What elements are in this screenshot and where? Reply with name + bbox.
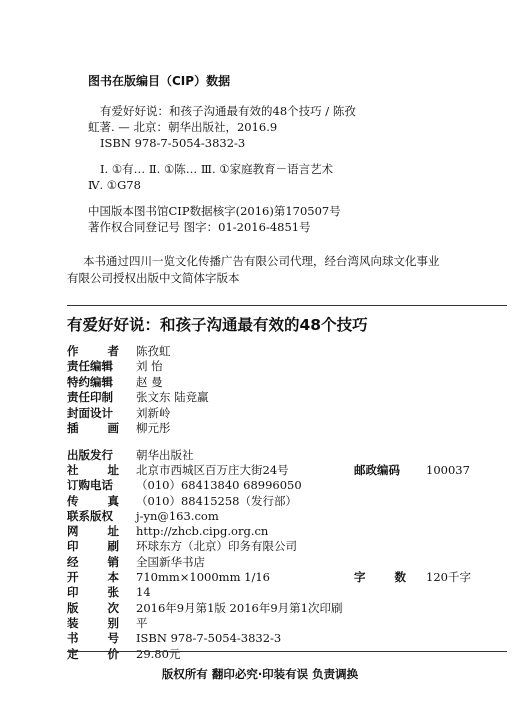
pub-value: （010）68413840 68996050 [136,478,302,493]
cip-line: 中国版本图书馆CIP数据核字(2016)第170507号 [88,204,341,218]
credit-row [67,405,209,421]
credit-row [67,343,209,359]
pub-value: （010）88415258（发行部） [136,493,297,508]
pub-row [67,493,342,508]
pub-row [67,462,470,477]
pub-label: 定 价 [67,646,119,661]
cip-line: 有爱好好说：和孩子沟通最有效的48个技巧 / 陈孜 [100,104,356,118]
pub-row [67,585,342,600]
cip-line: Ⅰ. ①有… Ⅱ. ①陈… Ⅲ. ①家庭教育－语言艺术 [100,162,334,176]
credit-row [67,374,209,390]
credit-value: 柳元彤 [136,421,171,436]
pub-label: 出版发行 [67,447,113,462]
pub-label: 联系版权 [67,508,113,523]
pub-value: 环球东方（北京）印务有限公司 [136,539,297,554]
pub-label: 版 次 [67,600,119,615]
pub-value: 平 [136,615,148,630]
pub-row [67,554,342,569]
pub-value: 全国新华书店 [136,554,205,569]
pub-value: ISBN 978-7-5054-3832-3 [136,631,282,646]
credit-label: 封面设计 [67,405,113,420]
copyright-footer: 版权所有 翻印必究·印装有误 负责调换 [161,667,359,681]
pub-row [67,447,342,462]
pub-value: 朝华出版社 [136,447,194,462]
credit-label: 责任编辑 [67,359,113,374]
pub-label: 印 刷 [67,539,119,554]
pub-row [67,523,342,538]
pub-row [67,615,342,630]
pub-row [67,569,471,585]
credit-label: 责任印制 [67,390,113,405]
pub-label: 经 销 [67,554,119,569]
cip-line: 著作权合同登记号 图字：01-2016-4851号 [88,220,311,234]
pub-value: j-yn@163.com [136,508,219,523]
credit-value: 张文东 陆竞赢 [136,390,209,405]
pub-label: 印 张 [67,585,119,600]
credit-label: 插 画 [67,421,119,436]
notice-line: 本书通过四川一览文化传播广告有限公司代理，经台湾风向球文化事业 [83,254,440,268]
pub-value: 710mm×1000mm 1/16 [136,570,270,585]
pub-value: 14 [136,585,151,600]
cip-line: ISBN 978-7-5054-3832-3 [100,136,246,150]
pub-label: 装 别 [67,615,119,630]
pub-row [67,646,342,661]
pub-label: 传 真 [67,493,119,508]
credit-label: 作 者 [67,343,119,358]
divider [67,305,507,306]
credit-value: 刘 怡 [136,359,163,374]
postcode-label: 邮政编码 [354,462,400,477]
pub-row [67,631,342,646]
pub-value: http://zhcb.cipg.org.cn [136,524,269,539]
credit-row [67,390,209,406]
cip-line: Ⅳ. ①G78 [88,178,141,192]
notice-line: 有限公司授权出版中文简体字版本 [67,271,240,285]
book-title: 有爱好好说：和孩子沟通最有效的48个技巧 [67,316,368,334]
credit-row [67,421,209,437]
credit-label: 特约编辑 [67,374,113,389]
credit-value: 刘新岭 [136,405,171,420]
license-notice [67,253,507,287]
credit-row [67,359,209,375]
credit-value: 陈孜虹 [136,343,171,358]
pub-row [67,539,342,554]
pub-label: 开 本 [67,570,119,585]
pub-value: 29.80元 [136,646,181,661]
cip-line: 虹著. — 北京：朝华出版社，2016.9 [88,120,278,134]
pub-label: 网 址 [67,524,119,539]
pub-value: 北京市西城区百万庄大街24号 [136,462,289,477]
pub-row [67,478,342,493]
divider [67,651,507,652]
publication-list [67,447,471,661]
wordcount-label: 字 数 [354,570,406,585]
pub-row [67,508,342,523]
credit-value: 赵 曼 [136,374,163,389]
credits-list [67,343,209,436]
pub-label: 书 号 [67,631,119,646]
postcode-value: 100037 [426,462,470,477]
pub-value: 2016年9月第1版 2016年9月第1次印刷 [136,600,343,615]
pub-label: 订购电话 [67,478,113,493]
cip-heading: 图书在版编目（CIP）数据 [88,74,231,88]
wordcount-value: 120千字 [426,570,471,585]
pub-row [67,600,342,615]
cip-block [88,103,488,235]
pub-label: 社 址 [67,462,119,477]
